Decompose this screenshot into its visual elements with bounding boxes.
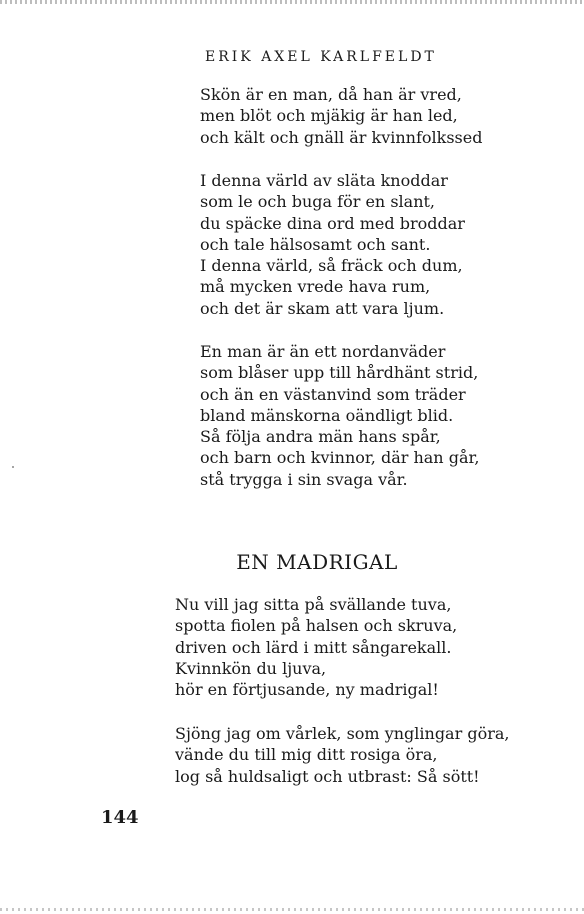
- poem-line: Sjöng jag om vårlek, som ynglingar göra,: [175, 724, 510, 743]
- poem-line: En man är än ett nordanväder: [200, 342, 446, 361]
- poem-line: driven och lärd i mitt sångarekall.: [175, 637, 452, 657]
- poem-line: I denna värld av släta knoddar: [200, 171, 448, 190]
- poem-line: bland mänskorna oändligt blid.: [200, 405, 454, 425]
- poem-line: och kält och gnäll är kvinnfolkssed: [200, 127, 483, 147]
- madrigal-stanza-2: [175, 723, 509, 787]
- poem-title: EN MADRIGAL: [236, 550, 398, 574]
- poem-line: I denna värld, så fräck och dum,: [200, 256, 463, 276]
- poem-line: men blöt och mjäkig är han led,: [200, 106, 458, 126]
- poem-line: och än en västanvind som träder: [200, 384, 466, 404]
- poem-line: du späcke dina ord med broddar: [200, 213, 465, 233]
- poem-line: må mycken vrede hava rum,: [200, 277, 431, 297]
- poem-line: som blåser upp till hårdhänt strid,: [200, 363, 479, 383]
- stanza-3: [200, 341, 479, 490]
- poem-line: stå trygga i sin svaga vår.: [200, 469, 408, 489]
- page-edge-bottom: [0, 908, 584, 911]
- poem-line: Kvinnkön du ljuva,: [175, 658, 327, 678]
- poem-line: Så följa andra män hans spår,: [200, 427, 441, 447]
- page-edge-top: [0, 0, 584, 4]
- poem-line: Nu vill jag sitta på svällande tuva,: [175, 595, 452, 614]
- margin-mark: [12, 466, 14, 468]
- poem-line: och tale hälsosamt och sant.: [200, 234, 431, 254]
- poem-line: spotta fiolen på halsen och skruva,: [175, 616, 458, 636]
- stanza-2: [200, 170, 465, 319]
- poem-line: och barn och kvinnor, där han går,: [200, 448, 480, 468]
- madrigal-stanza-1: [175, 594, 457, 700]
- poem-line: som le och buga för en slant,: [200, 192, 436, 212]
- page-number: 144: [101, 807, 139, 828]
- poem-line: log så huldsaligt och utbrast: Så sött!: [175, 766, 480, 786]
- poem-line: och det är skam att vara ljum.: [200, 298, 445, 318]
- poem-line: vände du till mig ditt rosiga öra,: [175, 745, 438, 765]
- poem-line: Skön är en man, då han är vred,: [200, 85, 462, 104]
- stanza-1: [200, 84, 482, 148]
- poem-line: hör en förtjusande, ny madrigal!: [175, 680, 439, 700]
- running-head: ERIK AXEL KARLFELDT: [205, 49, 437, 65]
